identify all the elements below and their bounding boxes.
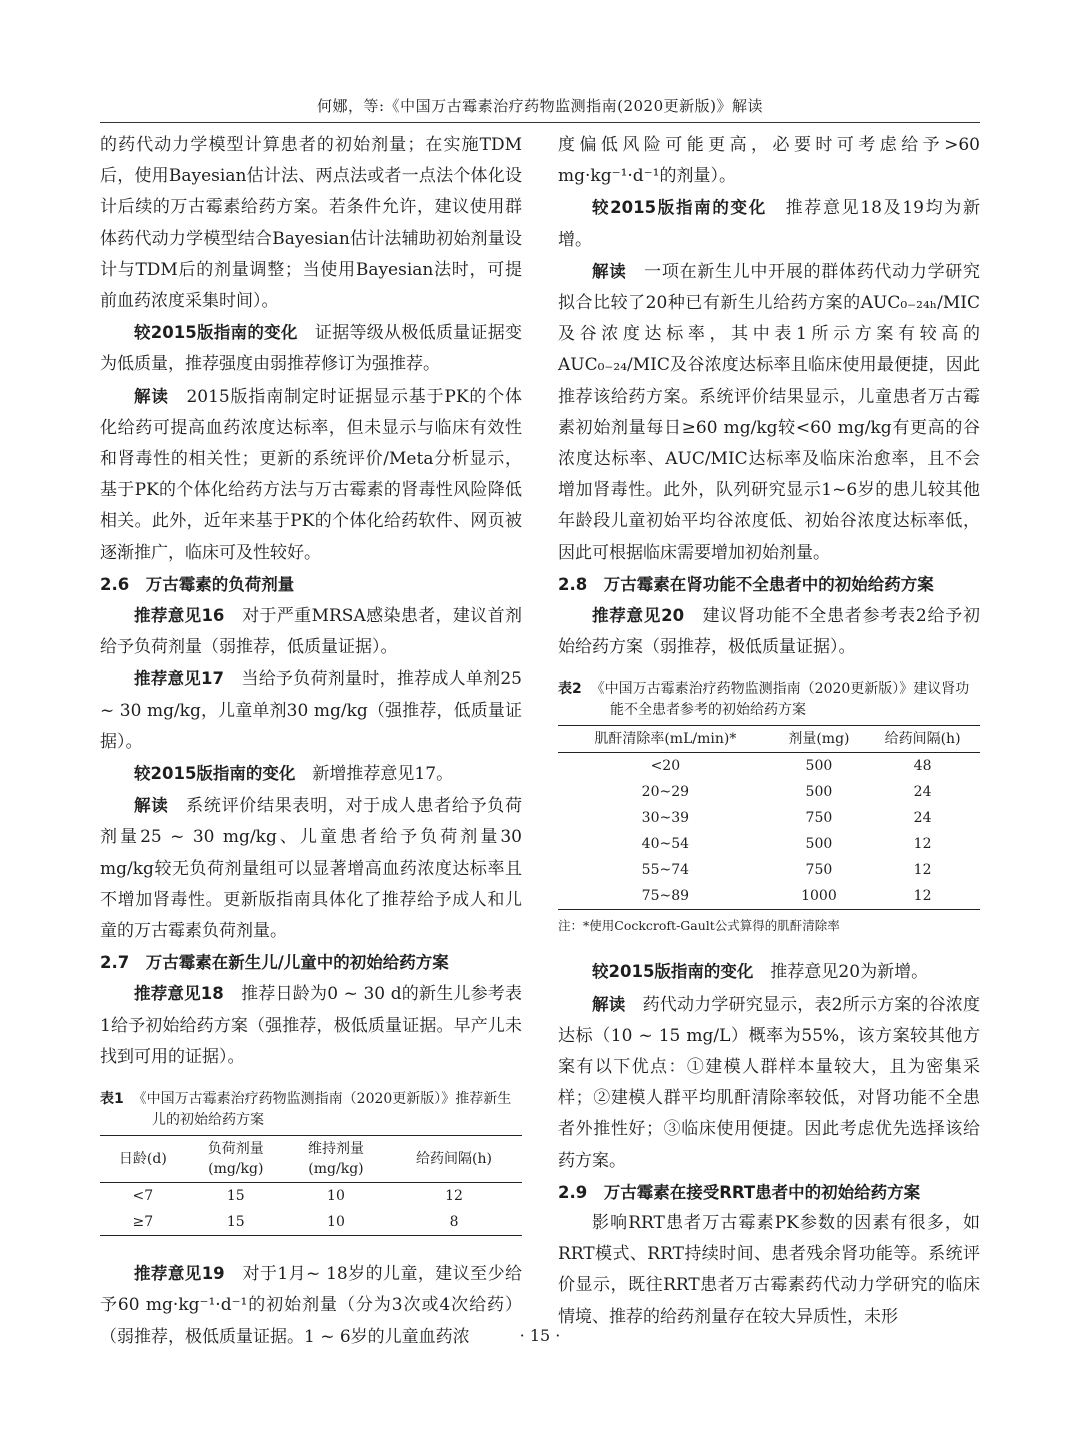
table-row <box>558 883 980 910</box>
table-row <box>558 779 980 805</box>
table-cell: 12 <box>913 862 932 879</box>
table-cell: 15 <box>226 1214 245 1231</box>
left-column <box>100 130 522 1353</box>
change-20-lead: 较2015版指南的变化 <box>592 962 754 982</box>
recommendation-17-lead: 推荐意见17 <box>134 669 224 689</box>
section-heading-2-9: 2.9 万古霉素在接受RRT患者中的初始给药方案 <box>558 1182 921 1202</box>
table-cell: 75~89 <box>641 888 690 905</box>
table-cell: 40~54 <box>641 836 690 853</box>
table-cell: 24 <box>913 784 932 801</box>
interpretation-18-19 <box>558 256 980 569</box>
change-20-text: 推荐意见20为新增。 <box>753 962 929 983</box>
change-17 <box>100 758 522 790</box>
recommendation-18 <box>100 978 522 1073</box>
header-line: 维持剂量 <box>307 1141 364 1158</box>
header-rule <box>100 122 980 123</box>
table1-caption-text: 《中国万古霉素治疗药物监测指南（2020更新版）》推荐新生儿的初始给药方案 <box>132 1091 512 1129</box>
table-cell: 15 <box>226 1188 245 1205</box>
table-header-cell: 肌酐清除率(mL/min)* <box>558 726 773 753</box>
header-unit: (mg/kg) <box>208 1161 264 1178</box>
table-cell: 750 <box>805 810 833 827</box>
page-number: · 15 · <box>519 1326 561 1345</box>
paragraph-continued: 度偏低风险可能更高，必要时可考虑给予>60 mg·kg⁻¹·d⁻¹的剂量）。 <box>558 135 980 187</box>
table-cell: 10 <box>327 1214 345 1231</box>
section-heading-2-8: 2.8 万古霉素在肾功能不全患者中的初始给药方案 <box>558 574 934 594</box>
paragraph-2-9: 影响RRT患者万古霉素PK参数的因素有很多，如RRT模式、RRT持续时间、患者残余肾功能等。系统评价显示，既往RRT患者万古霉素药代动力学研究的临床情境、推荐的给药剂量存在较大异质性，未形 <box>558 1213 980 1327</box>
table-cell: 500 <box>805 758 833 775</box>
table-cell: <7 <box>132 1188 154 1205</box>
table-cell: 12 <box>913 888 932 905</box>
change-text: 证据等级从极低质量证据变为低质量，推荐强度由弱推荐修订为强推荐。 <box>100 323 522 375</box>
table-cell: 8 <box>449 1214 459 1231</box>
recommendation-19-lead: 推荐意见19 <box>134 1264 225 1284</box>
table-header-cell: 剂量(mg) <box>773 726 865 753</box>
header-unit: (mg/kg) <box>308 1161 364 1178</box>
header-line: 负荷剂量 <box>207 1141 264 1158</box>
recommendation-20-text: 建议肾功能不全患者参考表2给予初始给药方案（弱推荐，极低质量证据）。 <box>558 606 980 658</box>
interpretation-20 <box>558 989 980 1177</box>
recommendation-19-text: 对于1月~ 18岁的儿童，建议至少给予60 mg·kg⁻¹·d⁻¹的初始剂量（分为3次或4次给药）（弱推荐，极低质量证据。1 ~ 6岁的儿童血药浓 <box>100 1264 522 1347</box>
table-header-cell: 给药间隔(h) <box>865 726 980 753</box>
table2 <box>558 725 980 910</box>
table-cell: 24 <box>913 810 932 827</box>
interpretation-17 <box>100 790 522 947</box>
table-cell: 30~39 <box>641 810 690 827</box>
table-cell: 12 <box>913 836 932 853</box>
interpretation-18-19-lead: 解读 <box>592 261 627 281</box>
section-heading-2-6: 2.6 万古霉素的负荷剂量 <box>100 574 295 594</box>
recommendation-16-text: 对于严重MRSA感染患者，建议首剂给予负荷剂量（弱推荐，低质量证据）。 <box>100 606 522 658</box>
recommendation-17-text: 当给予负荷剂量时，推荐成人单剂25 ~ 30 mg/kg，儿童单剂30 mg/kg（强推荐，低质量证据）。 <box>100 669 522 752</box>
recommendation-20-lead: 推荐意见20 <box>592 606 685 626</box>
change-20 <box>558 956 980 988</box>
table-cell: 500 <box>805 784 833 801</box>
running-header: 何娜，等:《中国万古霉素治疗药物监测指南(2020更新版)》解读 <box>317 97 763 115</box>
interpretation-paragraph <box>100 381 522 569</box>
table-header-row <box>100 1136 522 1183</box>
table-cell: <20 <box>650 758 681 775</box>
table-cell: 20~29 <box>641 784 690 801</box>
recommendation-18-text: 推荐日龄为0 ~ 30 d的新生儿参考表1给予初始给药方案（强推荐，极低质量证据。早产儿未找到可用的证据）。 <box>100 984 522 1067</box>
table-cell: 1000 <box>801 888 837 905</box>
table-cell: 500 <box>805 836 833 853</box>
change-lead: 较2015版指南的变化 <box>134 323 298 343</box>
recommendation-20 <box>558 600 980 663</box>
interpretation-text: 2015版指南制定时证据显示基于PK的个体化给药可提高血药浓度达标率，但未显示与临床有效性和肾毒性的相关性；更新的系统评价/Meta分析显示，基于PK的个体化给药方法与万古霉素的肾毒性风险降低相关。此外，近年来基于PK的个体化给药软件、网页被逐渐推广，临床可及性较好。 <box>100 386 523 563</box>
recommendation-16-lead: 推荐意见16 <box>134 606 225 626</box>
table-row <box>558 857 980 883</box>
table-cell: 750 <box>805 862 833 879</box>
paragraph-continued: 的药代动力学模型计算患者的初始剂量；在实施TDM后，使用Bayesian估计法、两点法或者一点法个体化设计后续的万古霉素给药方案。若条件允许，建议使用群体药代动力学模型结合Bayesian估计法辅助初始剂量设计与TDM后的剂量调整；当使用Bayesian法时，可提前血药浓度采集时间）。 <box>100 135 522 312</box>
right-column <box>558 130 980 1333</box>
recommendation-16 <box>100 600 522 663</box>
section-heading-2-7: 2.7 万古霉素在新生儿/儿童中的初始给药方案 <box>100 953 449 973</box>
table1-label: 表1 <box>100 1091 124 1108</box>
table-row <box>100 1209 522 1236</box>
table1-caption <box>100 1089 522 1131</box>
table1 <box>100 1135 522 1236</box>
table2-caption <box>558 679 980 721</box>
recommendation-17 <box>100 663 522 758</box>
change-17-text: 新增推荐意见17。 <box>295 764 454 785</box>
table-header-row <box>558 726 980 753</box>
table-row <box>100 1183 522 1210</box>
table-header-cell: 给药间隔(h) <box>386 1136 522 1183</box>
recommendation-18-lead: 推荐意见18 <box>134 984 224 1004</box>
table-cell: 48 <box>913 758 932 775</box>
table-cell: 12 <box>445 1188 463 1205</box>
change-17-lead: 较2015版指南的变化 <box>134 764 296 784</box>
interpretation-18-19-text: 一项在新生儿中开展的群体药代动力学研究拟合比较了20种已有新生儿给药方案的AUC₀₋₂₄ₕ/MIC及谷浓度达标率，其中表1所示方案有较高的AUC₀₋₂₄/MIC及谷浓度达标率且临床使用最便捷，因此推荐该给药方案。系统评价结果显示，儿童患者万古霉素初始剂量每日≥60 mg/kg较<60 mg/kg有更高的谷浓度达标率、AUC/MIC达标率及临床治愈率，且不会增加肾毒性。此外，队列研究显示1~6岁的患儿较其他年龄段儿童初始平均谷浓度低、初始谷浓度达标率低，因此可根据临床需要增加初始剂量。 <box>558 261 981 563</box>
change-18-19-lead: 较2015版指南的变化 <box>592 198 767 218</box>
table-cell: 55~74 <box>641 862 690 879</box>
table2-note: 注：*使用Cockcroft-Gault公式算得的肌酐清除率 <box>558 918 840 934</box>
table-cell: ≥7 <box>132 1214 154 1231</box>
interpretation-lead: 解读 <box>134 386 169 406</box>
table-header-cell: 日龄(d) <box>100 1136 186 1183</box>
change-18-19 <box>558 192 980 255</box>
interpretation-20-text: 药代动力学研究显示，表2所示方案的谷浓度达标（10 ~ 15 mg/L）概率为55%，该方案较其他方案有以下优点：①建模人群样本量较大，且为密集采样；②建模人群平均肌酐清除率较低，对肾功能不全患者外推性好；③临床使用便捷。因此考虑优先选择该给药方案。 <box>558 994 980 1171</box>
change-paragraph <box>100 317 522 380</box>
table2-caption-text: 《中国万古霉素治疗药物监测指南（2020更新版）》建议肾功能不全患者参考的初始给药方案 <box>590 681 970 719</box>
table-header-cell <box>286 1136 386 1183</box>
interpretation-17-lead: 解读 <box>134 796 169 816</box>
table-row <box>558 753 980 780</box>
change-18-19-text: 推荐意见18及19均为新增。 <box>558 198 980 250</box>
table-header-cell <box>186 1136 286 1183</box>
interpretation-20-lead: 解读 <box>592 994 626 1014</box>
table-row <box>558 831 980 857</box>
table-cell: 10 <box>327 1188 345 1205</box>
interpretation-17-text: 系统评价结果表明，对于成人患者给予负荷剂量25 ~ 30 mg/kg、儿童患者给予负荷剂量30 mg/kg较无负荷剂量组可以显著增高血药浓度达标率且不增加肾毒性。更新版指南具体化了推荐给予成人和儿童的万古霉素负荷剂量。 <box>100 796 523 942</box>
table-row <box>558 805 980 831</box>
table2-label: 表2 <box>558 681 582 698</box>
